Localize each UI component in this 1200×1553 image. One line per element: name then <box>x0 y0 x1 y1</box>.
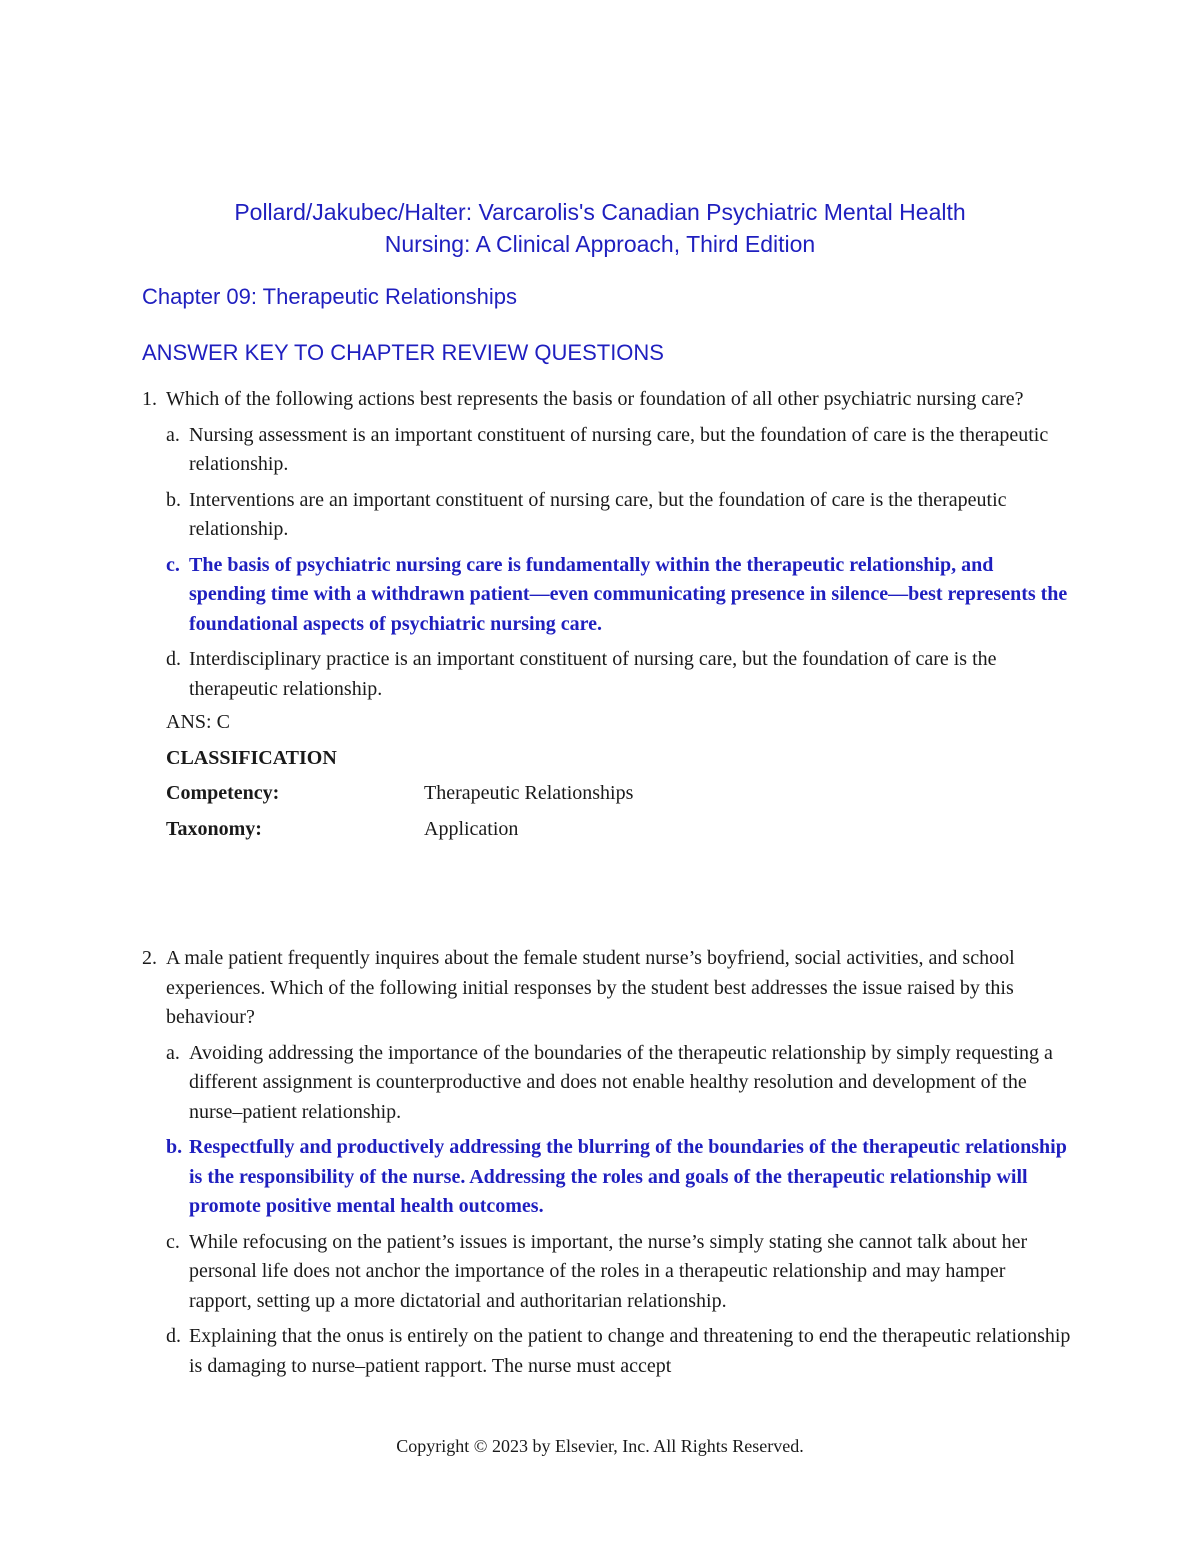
question-text: A male patient frequently inquires about the female student nurse’s boyfriend, social activities, and school experiences. Which of the following initial responses by the student best addresses the issue raised by this behaviour? <box>166 947 1015 1028</box>
taxonomy-value: Application <box>424 817 519 840</box>
option-b <box>166 486 1072 545</box>
title-line-2: Nursing: A Clinical Approach, Third Edition <box>384 231 816 257</box>
competency-row <box>166 779 1072 809</box>
option-letter: d. <box>166 648 181 670</box>
taxonomy-row <box>166 815 1072 845</box>
option-d <box>166 1322 1072 1381</box>
option-letter: b. <box>166 488 181 511</box>
option-text: While refocusing on the patient’s issues is important, the nurse’s simply stating she cannot talk about her personal life does not anchor the importance of the roles in a therapeutic relationship and may hamper rapport, setting up a more dictatorial and authoritarian relationship. <box>189 1230 1028 1312</box>
question-text: Which of the following actions best represents the basis or foundation of all other psychiatric nursing care? <box>166 388 1024 410</box>
question-2 <box>142 944 1072 1381</box>
option-letter: b. <box>166 1136 183 1158</box>
option-text: The basis of psychiatric nursing care is fundamentally within the therapeutic relationship, and spending time with a withdrawn patient—even communicating presence in silence—best represents the foundational aspects of psychiatric nursing care. <box>189 553 1068 635</box>
option-text: Interdisciplinary practice is an important constituent of nursing care, but the foundation of care is the therapeutic relationship. <box>189 648 997 700</box>
option-text: Respectfully and productively addressing the blurring of the boundaries of the therapeutic relationship is the responsibility of the nurse. Addressing the roles and goals of the therapeutic relationship will promote positive mental health outcomes. <box>189 1136 1067 1217</box>
option-letter: a. <box>166 1041 180 1064</box>
document-title <box>100 196 1100 260</box>
option-text: Interventions are an important constituent of nursing care, but the foundation of care is the therapeutic relationship. <box>189 488 1007 540</box>
competency-value: Therapeutic Relationships <box>424 782 634 804</box>
question-number: 2. <box>142 947 157 969</box>
option-letter: a. <box>166 423 180 446</box>
option-a <box>166 421 1072 480</box>
option-text: Explaining that the onus is entirely on the patient to change and threatening to end the therapeutic relationship is damaging to nurse–patient rapport. The nurse must accept <box>189 1325 1071 1377</box>
competency-label: Competency: <box>166 782 280 804</box>
option-c-correct <box>166 551 1072 640</box>
option-a <box>166 1039 1072 1128</box>
option-text: Nursing assessment is an important constituent of nursing care, but the foundation of care is the therapeutic relationship. <box>189 423 1049 475</box>
answer-key-heading: ANSWER KEY TO CHAPTER REVIEW QUESTIONS <box>142 340 664 365</box>
option-letter: c. <box>166 553 180 576</box>
option-text: Avoiding addressing the importance of the boundaries of the therapeutic relationship by simply requesting a different assignment is counterproductive and does not enable healthy resolution and development of the nurse–patient relationship. <box>189 1041 1053 1123</box>
copyright-footer: Copyright © 2023 by Elsevier, Inc. All Rights Reserved. <box>396 1436 804 1456</box>
classification-heading: CLASSIFICATION <box>166 746 337 769</box>
option-b-correct <box>166 1133 1072 1222</box>
option-d <box>166 645 1072 704</box>
question-number: 1. <box>142 388 157 410</box>
chapter-heading: Chapter 09: Therapeutic Relationships <box>142 284 518 309</box>
title-line-1: Pollard/Jakubec/Halter: Varcarolis's Canadian Psychiatric Mental Health <box>234 199 966 225</box>
taxonomy-label: Taxonomy: <box>166 817 262 840</box>
question-1 <box>142 385 1072 844</box>
option-letter: c. <box>166 1230 180 1253</box>
option-c <box>166 1228 1072 1317</box>
answer-line: ANS: C <box>166 711 230 733</box>
option-letter: d. <box>166 1325 181 1347</box>
